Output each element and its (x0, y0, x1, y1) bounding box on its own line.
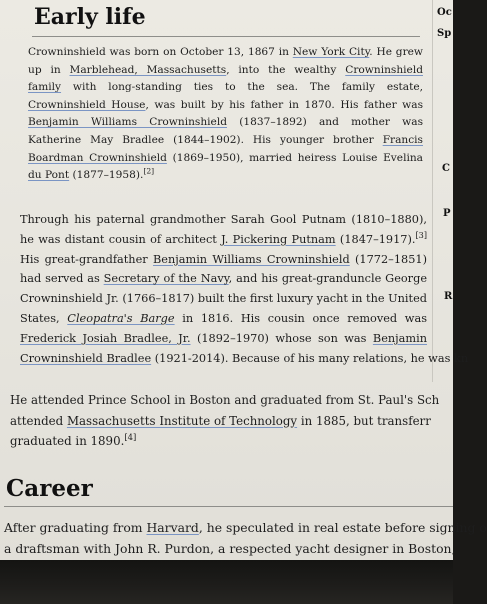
link-j-pickering-putnam[interactable]: J. Pickering Putnam (221, 232, 336, 246)
text: , into the wealthy (226, 63, 346, 76)
text-line (10, 390, 455, 411)
text: had served as (20, 272, 104, 286)
link-benjamin-crowninshield-bradlee[interactable]: Benjamin (372, 331, 427, 345)
text-line (20, 250, 427, 270)
text-line (10, 411, 455, 432)
text: up in (28, 63, 70, 76)
text: He attended Prince School in Boston and graduated from St. Paul's Sch (10, 393, 440, 407)
link-benjamin-williams-crowninshield[interactable]: Benjamin Williams Crowninshield (28, 116, 227, 129)
text: with long-standing ties to the sea. The family estate, (61, 81, 423, 94)
text: a draftsman with John R. Purdon, a respected yacht designer in Boston, (4, 541, 456, 556)
text-line (10, 431, 455, 452)
link-marblehead[interactable]: Marblehead, Massachusetts (69, 63, 227, 76)
text: he was distant cousin of architect (20, 232, 222, 246)
text: Crowninshield was born on October 13, 1867 in (28, 46, 293, 58)
link-secretary-of-the-navy[interactable]: Secretary of the Navy (103, 272, 229, 286)
link-mit[interactable]: Massachusetts Institute of Technology (66, 413, 298, 428)
text: . He grew (369, 46, 423, 58)
link-crowninshield-family[interactable]: family (28, 81, 62, 94)
text-line (28, 150, 423, 168)
text-line (28, 132, 423, 150)
heading-underline (32, 36, 420, 37)
text: (1869–1950), married heiress Louise Evelina (166, 151, 423, 164)
career-paragraph-1 (4, 517, 487, 559)
text: Crowninshield Jr. (1766–1817) built the first luxury yacht in the United (20, 292, 427, 306)
text: Through his paternal grandmother Sarah Gool Putnam (1810–1880), (20, 213, 427, 226)
text: attended (10, 413, 67, 428)
text-line (20, 309, 427, 329)
text: (1772–1851) (349, 252, 427, 266)
early-life-paragraph-3 (10, 390, 455, 452)
link-du-pont[interactable]: du Pont (28, 169, 70, 182)
link-harvard[interactable]: Harvard (146, 520, 199, 535)
text-line (28, 79, 423, 97)
early-life-paragraph-1 (28, 44, 423, 185)
citation-2[interactable]: [2] (143, 166, 155, 176)
link-francis-boardman-crowninshield[interactable]: Boardman Crowninshield (28, 151, 167, 164)
text-line (20, 289, 427, 309)
link-crowninshield-family[interactable]: Crowninshield (345, 63, 423, 76)
device-bezel (0, 560, 453, 604)
sidebar-divider (432, 0, 433, 382)
text: , he speculated in real estate before signing o (198, 520, 487, 535)
heading-underline (4, 506, 453, 507)
text: , was built by his father in 1870. His father was (145, 98, 424, 111)
text: in 1885, but transferr (297, 413, 431, 428)
text-line (20, 329, 427, 349)
link-francis-boardman-crowninshield[interactable]: Francis (382, 133, 423, 146)
text-line (20, 210, 427, 230)
sidebar-item-sp[interactable]: Sp (437, 28, 452, 39)
text: (1892–1970) whose son was (190, 331, 373, 345)
sidebar-item-c[interactable]: C (442, 163, 450, 174)
text-line (28, 97, 423, 115)
text-line (28, 44, 423, 62)
text-line (20, 269, 427, 289)
text-line (28, 114, 423, 132)
link-cleopatras-barge[interactable]: Cleopatra's Barge (67, 311, 175, 325)
text: (1837–1892) and mother was (227, 116, 423, 129)
link-new-york-city[interactable]: New York City (292, 46, 370, 58)
text: , and his great-granduncle George (228, 272, 427, 286)
early-life-paragraph-2 (20, 210, 469, 368)
sidebar-item-oc[interactable]: Oc (437, 7, 452, 18)
text: (1921-2014). Because of his many relations, he was kn (151, 351, 469, 365)
citation-4[interactable]: [4] (124, 433, 137, 444)
text: His great-grandfather (20, 252, 153, 266)
link-benjamin-crowninshield-bradlee[interactable]: Crowninshield Bradlee (20, 351, 152, 365)
sidebar-item-p[interactable]: P (443, 208, 451, 219)
text: Katherine May Bradlee (1844–1902). His younger brother (28, 133, 383, 146)
sidebar-item-r[interactable]: R (444, 291, 453, 302)
text: States, (20, 311, 68, 325)
citation-3[interactable]: [3] (415, 230, 427, 241)
text-line (4, 517, 487, 538)
text-line (4, 538, 464, 559)
text: (1847–1917). (335, 232, 416, 246)
text: in 1816. His cousin once removed was (174, 311, 428, 325)
section-heading-career: Career (6, 475, 93, 502)
link-benjamin-williams-crowninshield-1772[interactable]: Benjamin Williams Crowninshield (152, 252, 350, 266)
text-line (20, 230, 427, 250)
text-line (20, 349, 469, 369)
text: (1877–1958). (69, 169, 144, 182)
text-line (28, 167, 423, 185)
link-crowninshield-house[interactable]: Crowninshield House (28, 98, 146, 111)
text: After graduating from (4, 520, 147, 535)
text-line (28, 62, 423, 80)
section-heading-early-life: Early life (34, 4, 146, 30)
link-frederick-josiah-bradlee[interactable]: Frederick Josiah Bradlee, Jr. (20, 331, 191, 345)
text: graduated in 1890. (10, 434, 125, 448)
